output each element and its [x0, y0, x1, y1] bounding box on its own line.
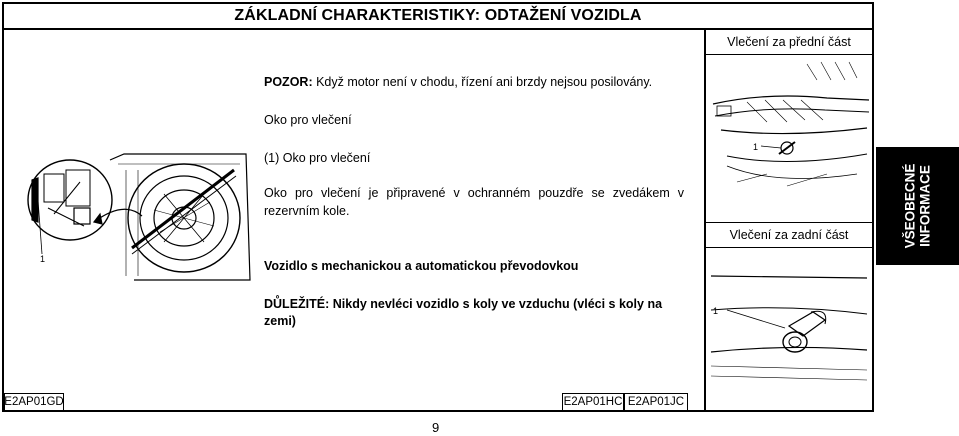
warning-note	[264, 74, 652, 90]
page-number: 9	[432, 420, 440, 435]
page-title: ZÁKLADNÍ CHARAKTERISTIKY: ODTAŽENÍ VOZIDLA	[2, 2, 874, 30]
front-tow-caption: Vlečení za přední část	[706, 30, 872, 55]
spare-wheel-image-code: E2AP01GD	[4, 393, 64, 411]
rear-tow-image-code: E2AP01JC	[624, 393, 688, 411]
side-tab-label	[903, 164, 933, 249]
important-note: DŮLEŽITÉ: Nikdy nevléci vozidlo s koly ve vzduchu (vléci s koly na zemi)	[264, 297, 663, 328]
front-tow-illustration	[707, 56, 871, 220]
rear-tow-caption: Vlečení za zadní část	[706, 222, 872, 248]
side-tab-line2: INFORMACE	[917, 165, 933, 247]
front-tow-callout: 1	[753, 142, 759, 152]
section-side-tab[interactable]	[876, 147, 959, 265]
front-tow-image-code: E2AP01HC	[562, 393, 624, 411]
rear-tow-callout: 1	[713, 306, 719, 316]
warning-label: POZOR:	[264, 75, 313, 89]
section-title: Oko pro vlečení	[264, 113, 352, 127]
rear-tow-illustration	[707, 250, 871, 390]
figure-column-divider	[704, 30, 706, 410]
spare-wheel-illustration	[14, 130, 254, 390]
side-tab-line1: VŠEOBECNÉ	[902, 163, 918, 249]
warning-text: Když motor není v chodu, řízení ani brzdy nejsou posilovány.	[312, 75, 653, 89]
description-paragraph: Oko pro vlečení je připravené v ochranném pouzdře se zvedákem v rezervním kole.	[264, 186, 684, 218]
vehicle-heading: Vozidlo s mechanickou a automatickou převodovkou	[264, 259, 579, 273]
legend-item	[264, 150, 370, 166]
spare-wheel-callout: 1	[40, 254, 46, 264]
legend-text: Oko pro vlečení	[279, 151, 371, 165]
legend-number: (1)	[264, 151, 280, 165]
